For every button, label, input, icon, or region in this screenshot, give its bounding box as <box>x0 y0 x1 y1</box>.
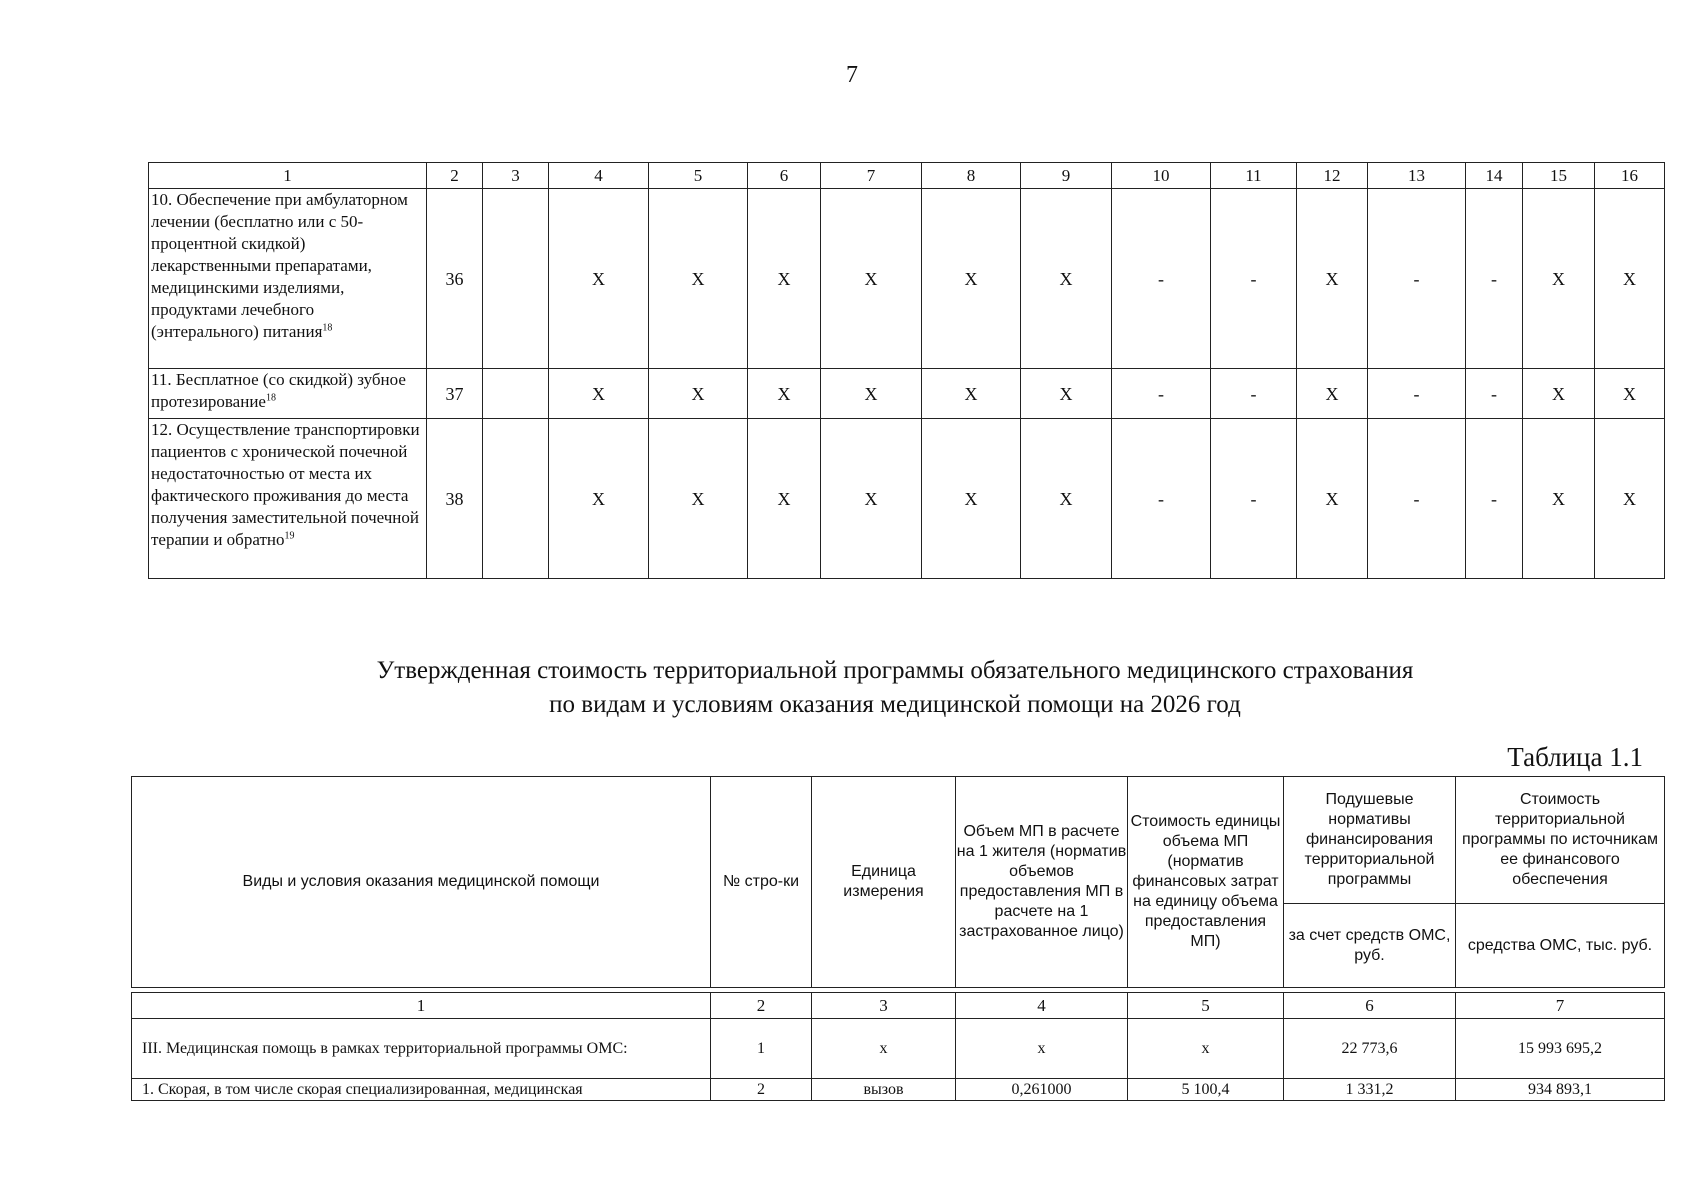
services-column-number: 2 <box>427 163 483 189</box>
cost-cell-program-cost: 15 993 695,2 <box>1456 1019 1665 1079</box>
cost-row <box>132 1019 1665 1079</box>
service-cell: X <box>1595 419 1665 579</box>
service-cell: 36 <box>427 189 483 369</box>
services-column-number: 14 <box>1466 163 1523 189</box>
cost-cell-care-type: III. Медицинская помощь в рамках территориальной программы ОМС: <box>132 1019 711 1079</box>
service-cell: X <box>1297 419 1368 579</box>
section-title <box>0 654 1704 722</box>
header-per-capita: Подушевые нормативы финансирования территориальной программы <box>1284 777 1456 904</box>
service-cell: X <box>1523 189 1595 369</box>
service-cell: X <box>1297 369 1368 419</box>
services-column-number: 10 <box>1112 163 1211 189</box>
service-cell: - <box>1368 369 1466 419</box>
service-cell: X <box>1595 189 1665 369</box>
cost-cell-line-number: 2 <box>711 1079 812 1101</box>
cost-column-number: 6 <box>1284 993 1456 1019</box>
service-cell: X <box>1297 189 1368 369</box>
services-column-number: 7 <box>821 163 922 189</box>
section-title-line-1: Утвержденная стоимость территориальной программы обязательного медицинского страхования <box>376 657 1414 684</box>
services-column-number: 12 <box>1297 163 1368 189</box>
service-cell: - <box>1368 419 1466 579</box>
service-cell: X <box>821 189 922 369</box>
service-cell: X <box>748 369 821 419</box>
cost-table-header-row <box>132 777 1665 904</box>
cost-cell-volume: 0,261000 <box>956 1079 1128 1101</box>
service-cell: - <box>1112 369 1211 419</box>
services-column-number: 1 <box>149 163 427 189</box>
services-column-number: 16 <box>1595 163 1665 189</box>
services-column-number: 15 <box>1523 163 1595 189</box>
column-number-row <box>132 993 1665 1019</box>
table-label: Таблица 1.1 <box>1507 742 1643 772</box>
services-column-number: 9 <box>1021 163 1112 189</box>
section-title-line-2: по видам и условиям оказания медицинской помощи на 2026 год <box>549 691 1241 718</box>
service-name: 10. Обеспечение при амбулаторном лечении (бесплатно или с 50-процентной скидкой) лекарственными препаратами, медицинскими изделиями, продуктами лечебного (энтерального) питания$^{18}$ <box>149 189 427 369</box>
services-column-number: 11 <box>1211 163 1297 189</box>
header-volume: Объем МП в расчете на 1 жителя (норматив объемов предоставления МП в расчете на 1 застрахованное лицо) <box>956 777 1128 988</box>
cost-cell-unit-cost: 5 100,4 <box>1128 1079 1284 1101</box>
services-column-number: 8 <box>922 163 1021 189</box>
services-column-number: 3 <box>483 163 549 189</box>
service-cell: - <box>1211 419 1297 579</box>
cost-cell-volume: х <box>956 1019 1128 1079</box>
services-column-number: 4 <box>549 163 649 189</box>
service-cell: - <box>1466 419 1523 579</box>
service-cell: X <box>649 369 748 419</box>
service-cell: X <box>821 369 922 419</box>
services-table <box>148 162 1665 579</box>
service-cell: X <box>1021 369 1112 419</box>
cost-column-number: 4 <box>956 993 1128 1019</box>
service-cell <box>483 189 549 369</box>
service-cell: X <box>549 419 649 579</box>
footnote-ref: 19 <box>284 530 295 542</box>
service-cell: X <box>1523 419 1595 579</box>
service-cell: X <box>649 419 748 579</box>
service-cell: 37 <box>427 369 483 419</box>
cost-column-number: 7 <box>1456 993 1665 1019</box>
cost-table <box>131 776 1665 1101</box>
footnote-ref: 18 <box>265 392 276 404</box>
service-cell: X <box>922 369 1021 419</box>
services-column-number: 13 <box>1368 163 1466 189</box>
cost-cell-program-cost: 934 893,1 <box>1456 1079 1665 1101</box>
service-cell: X <box>748 189 821 369</box>
services-column-number: 6 <box>748 163 821 189</box>
cost-table-body <box>132 1019 1665 1101</box>
header-care-type: Виды и условия оказания медицинской помощи <box>132 777 711 988</box>
cost-cell-care-type: 1. Скорая, в том числе скорая специализированная, медицинская <box>132 1079 711 1101</box>
services-row <box>149 189 1665 369</box>
cost-column-number: 1 <box>132 993 711 1019</box>
cost-cell-unit: вызов <box>812 1079 956 1101</box>
service-cell: X <box>1523 369 1595 419</box>
service-cell: - <box>1112 189 1211 369</box>
services-table-body <box>149 163 1665 579</box>
service-cell: X <box>1595 369 1665 419</box>
cost-cell-unit-cost: х <box>1128 1019 1284 1079</box>
cost-cell-line-number: 1 <box>711 1019 812 1079</box>
service-cell: X <box>549 189 649 369</box>
header-line-number: № стро-ки <box>711 777 812 988</box>
service-cell: X <box>649 189 748 369</box>
service-cell: - <box>1368 189 1466 369</box>
cost-column-number: 2 <box>711 993 812 1019</box>
cost-cell-per-capita: 1 331,2 <box>1284 1079 1456 1101</box>
cost-column-number: 5 <box>1128 993 1284 1019</box>
services-column-number: 5 <box>649 163 748 189</box>
service-cell: X <box>748 419 821 579</box>
service-cell: X <box>1021 189 1112 369</box>
service-cell: X <box>821 419 922 579</box>
cost-column-number: 3 <box>812 993 956 1019</box>
header-per-capita-oms: за счет средств ОМС, руб. <box>1284 904 1456 988</box>
services-row <box>149 419 1665 579</box>
service-cell: X <box>1021 419 1112 579</box>
cost-cell-per-capita: 22 773,6 <box>1284 1019 1456 1079</box>
service-cell: X <box>922 419 1021 579</box>
services-row <box>149 369 1665 419</box>
page-number: 7 <box>846 62 858 88</box>
header-unit-cost: Стоимость единицы объема МП (норматив финансовых затрат на единицу объема предоставления МП) <box>1128 777 1284 988</box>
service-cell: X <box>922 189 1021 369</box>
footnote-ref: 18 <box>322 322 333 334</box>
header-program-cost: Стоимость территориальной программы по источникам ее финансового обеспечения <box>1456 777 1665 904</box>
service-name: 12. Осуществление транспортировки пациентов с хронической почечной недостаточностью от места их фактического проживания до места получения заместительной почечной терапии и обратно$^{19}$ <box>149 419 427 579</box>
services-header-row <box>149 163 1665 189</box>
service-cell: X <box>549 369 649 419</box>
service-name: 11. Бесплатное (со скидкой) зубное протезирование$^{18}$ <box>149 369 427 419</box>
service-cell <box>483 369 549 419</box>
cost-cell-unit: х <box>812 1019 956 1079</box>
service-cell: - <box>1211 369 1297 419</box>
service-cell: - <box>1466 189 1523 369</box>
header-program-cost-oms: средства ОМС, тыс. руб. <box>1456 904 1665 988</box>
service-cell <box>483 419 549 579</box>
service-cell: - <box>1211 189 1297 369</box>
service-cell: 38 <box>427 419 483 579</box>
header-unit: Единица измерения <box>812 777 956 988</box>
cost-row <box>132 1079 1665 1101</box>
service-cell: - <box>1466 369 1523 419</box>
service-cell: - <box>1112 419 1211 579</box>
